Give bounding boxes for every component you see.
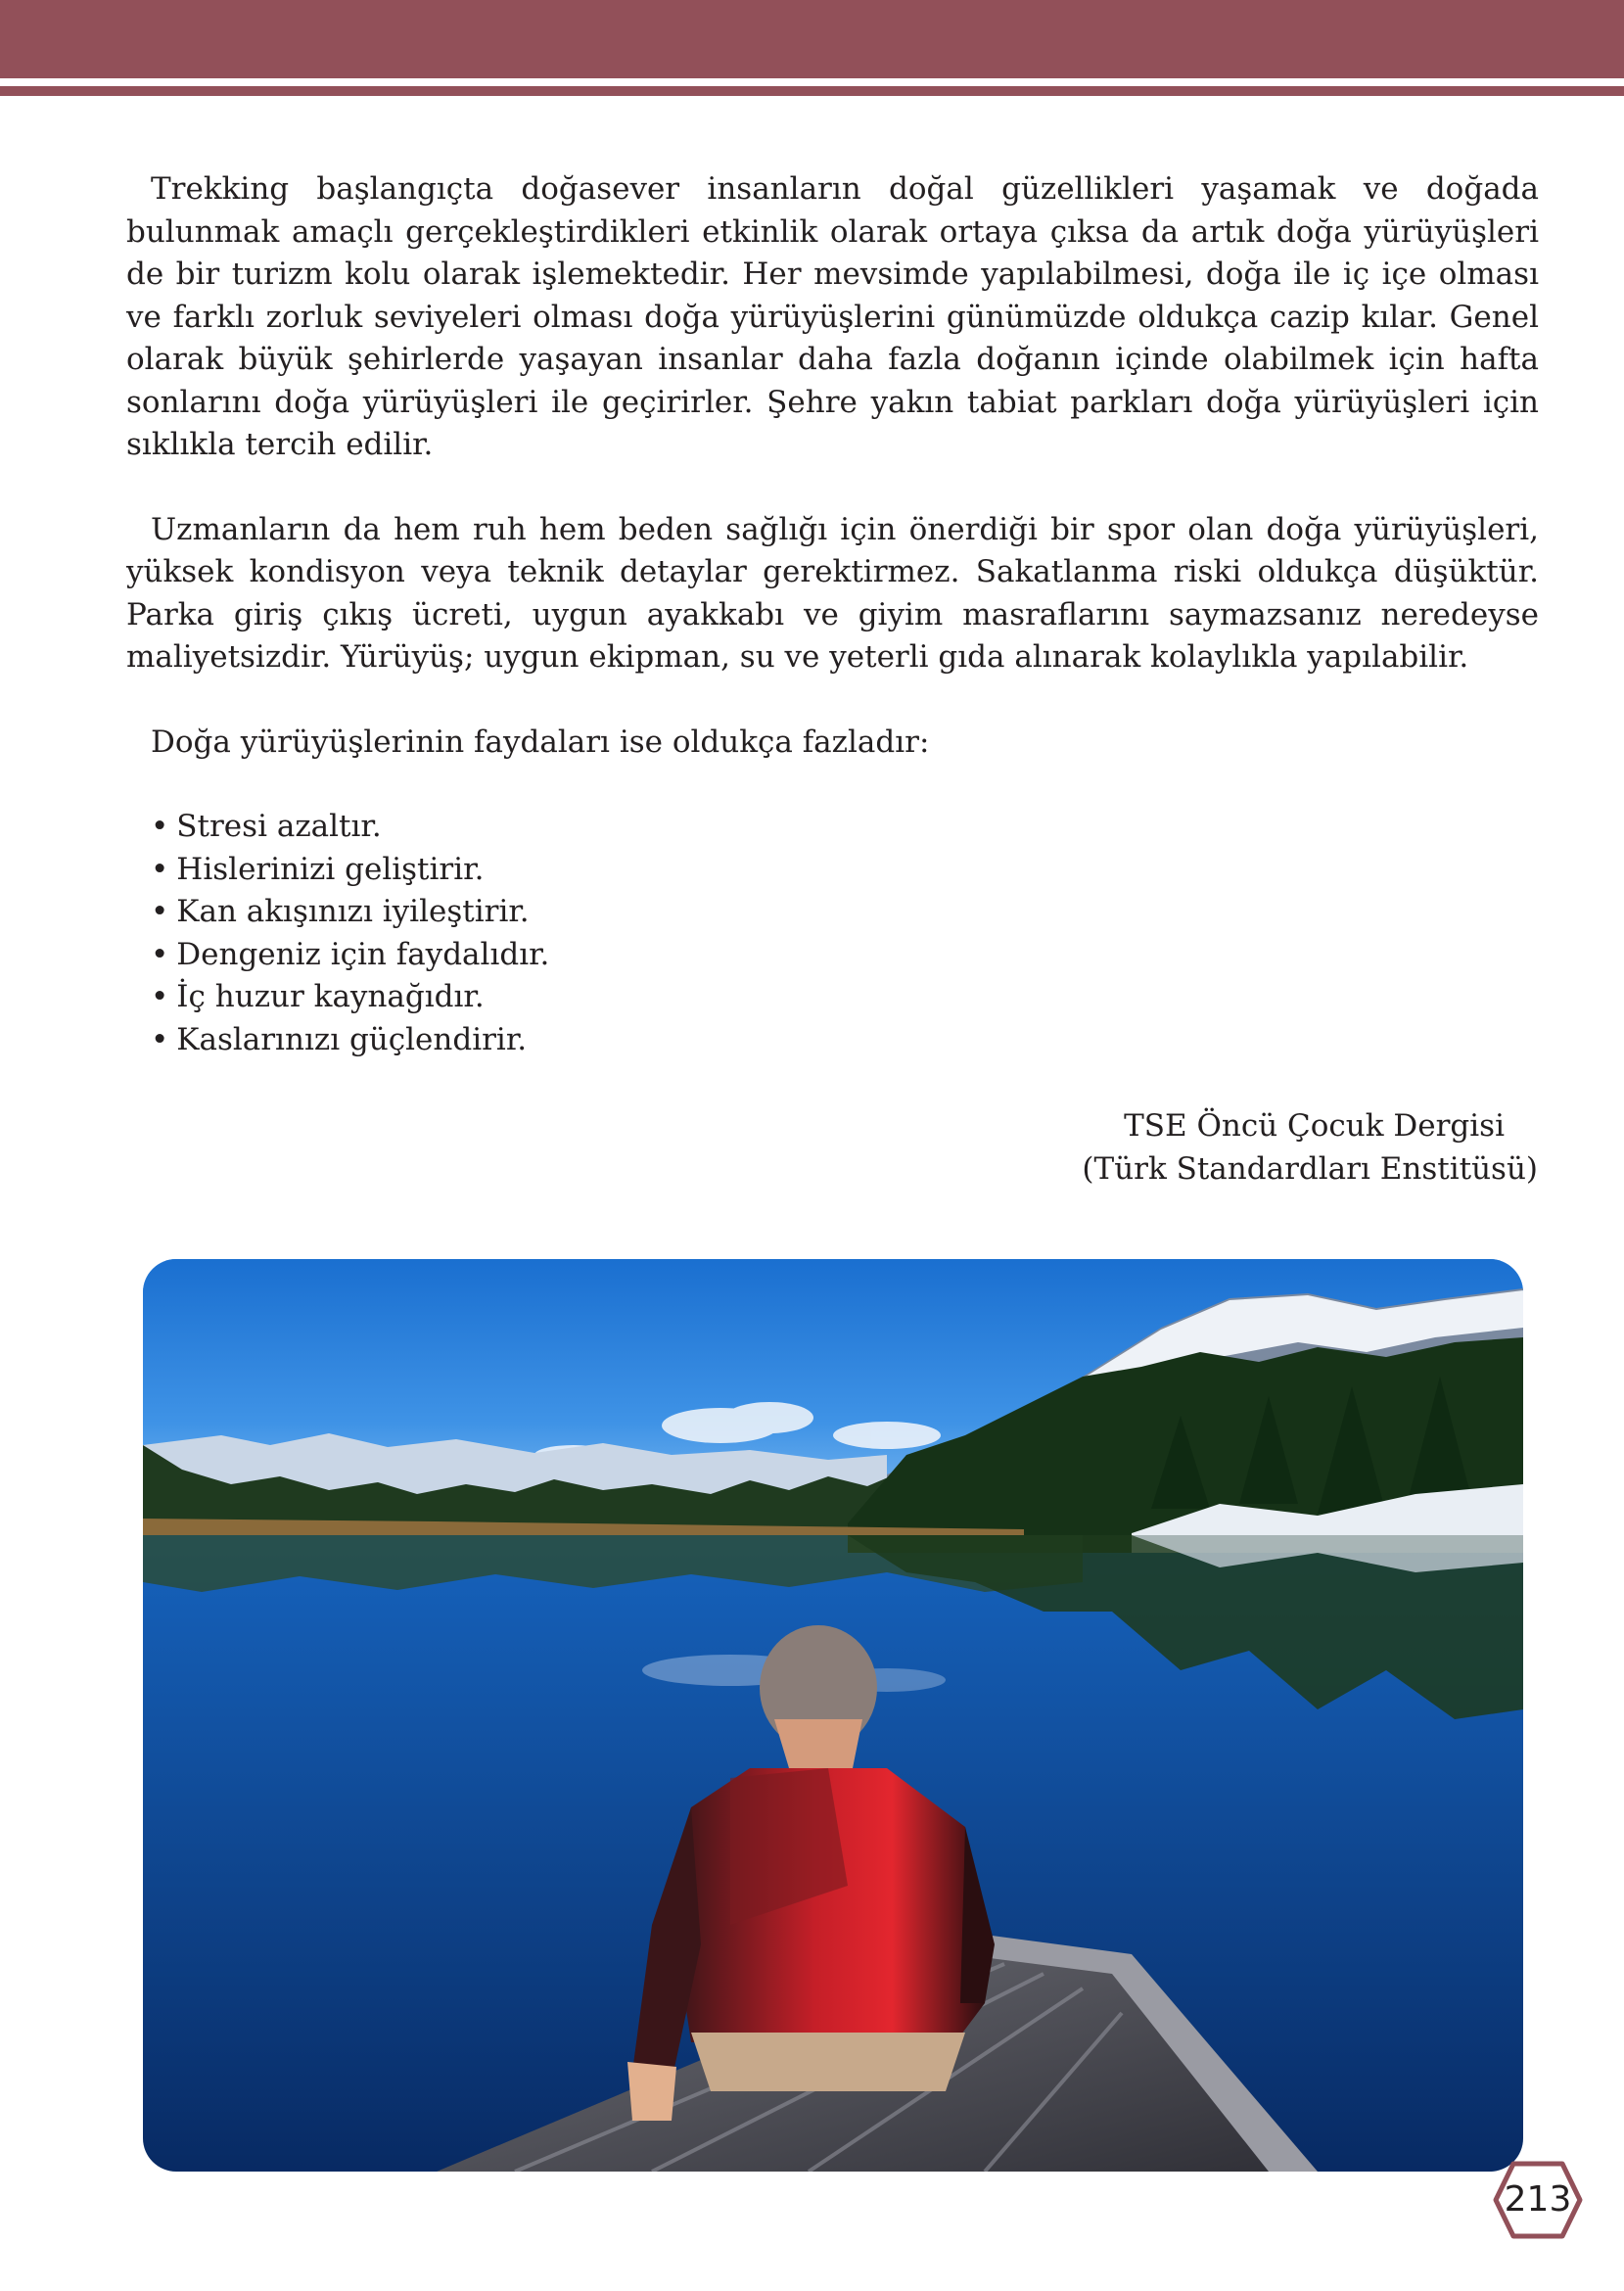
list-item: • Kan akışınızı iyileştirir. <box>151 894 530 929</box>
page-number <box>1492 2160 1584 2240</box>
paragraph-trekking: Trekking başlangıçta doğasever insanların doğal güzellikleri yaşamak ve doğada bulunmak amaçlı gerçekleştirdikleri etkinlik olarak ortaya çıksa da artık doğa yürüyüşleri de bir turizm kolu olarak işlemektedir. Her mevsimde yapılabilmesi, doğa ile iç içe olması ve farklı zorluk seviyeleri olması doğa yürüyüşlerini günümüzde oldukça cazip kılar. Genel olarak büyük şehirlerde yaşayan insanlar daha fazla doğanın içinde olabilmek için hafta sonlarını doğa yürüyüşleri ile geçirirler. Şehre yakın tabiat parkları doğa yürüyüşleri için sıklıkla tercih edilir. <box>126 171 1539 462</box>
paragraph-experts: Uzmanların da hem ruh hem beden sağlığı için önerdiği bir spor olan doğa yürüyüşleri, yüksek kondisyon veya teknik detaylar gerektirmez. Sakatlanma riski oldukça düşüktür. Parka giriş çıkış ücreti, uygun ayakkabı ve giyim masraflarını saymazsanız neredeyse maliyetsizdir. Yürüyüş; uygun ekipman, su ve yeterli gıda alınarak kolaylıkla yapılabilir. <box>126 511 1539 675</box>
list-item: • Hislerinizi geliştirir. <box>151 851 485 887</box>
benefits-list <box>126 806 1539 1061</box>
bullet-icon: • <box>151 1021 169 1057</box>
header-rule <box>0 86 1624 96</box>
bullet-icon: • <box>151 894 169 929</box>
list-item: • Stresi azaltır. <box>151 809 382 844</box>
article-body <box>126 168 1539 1061</box>
lake-photo <box>143 1259 1523 2172</box>
page-number-text: 213 <box>1504 2179 1572 2220</box>
benefits-intro: Doğa yürüyüşlerinin faydaları ise oldukça fazladır: <box>151 724 930 760</box>
bullet-icon: • <box>151 979 169 1014</box>
source-institute: (Türk Standardları Enstitüsü) <box>1082 1151 1538 1187</box>
bullet-icon: • <box>151 936 169 972</box>
source-magazine: TSE Öncü Çocuk Dergisi <box>1124 1108 1505 1144</box>
bullet-icon: • <box>151 851 169 887</box>
list-item: • Dengeniz için faydalıdır. <box>151 936 550 972</box>
header-band <box>0 0 1624 78</box>
list-item: • İç huzur kaynağıdır. <box>151 979 485 1014</box>
list-item: • Kaslarınızı güçlendirir. <box>151 1021 528 1057</box>
bullet-icon: • <box>151 809 169 844</box>
source-citation <box>1082 1104 1538 1191</box>
